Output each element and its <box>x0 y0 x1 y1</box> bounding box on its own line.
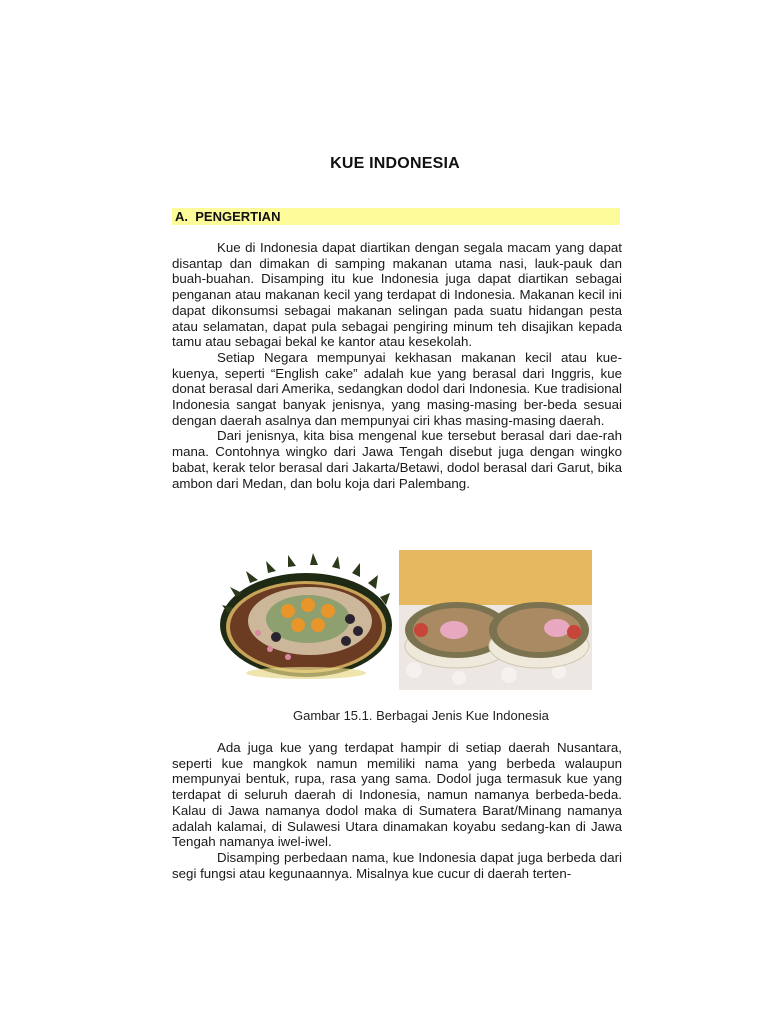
body-text-bottom <box>172 740 622 881</box>
page-title: KUE INDONESIA <box>330 155 460 172</box>
paragraph: Kue di Indonesia dapat diartikan dengan segala macam yang dapat disantap dan dimakan di samping makanan utama nasi, lauk-pauk dan buah-buahan. Disamping itu kue Indonesia juga dapat diartikan sebagai penganan atau makanan kecil yang terdapat di Indonesia. Makanan kecil ini dapat dikonsumsi sebagai makanan selingan pada suatu hidangan pesta atau selamatan, dapat pula sebagai pengiring minum teh disajikan kepada tamu atau sebagai bekal ke kantor atau kesekolah. <box>172 240 622 350</box>
paragraph: Setiap Negara mempunyai kekhasan makanan kecil atau kue-kuenya, seperti “English cake” adalah kue yang berasal dari Inggris, kue donat berasal dari Amerika, sedangkan dodol dari Indonesia. Kue tradisional Indonesia sangat banyak jenisnya, yang masing-masing ber-beda sesuai dengan daerah asalnya dan mempunyai ciri khas masing-masing daerah. <box>172 349 622 428</box>
figure-image-tray <box>218 553 393 685</box>
figure-caption: Gambar 15.1. Berbagai Jenis Kue Indonesia <box>293 708 549 723</box>
section-heading: A. PENGERTIAN <box>175 209 281 224</box>
paragraph: Disamping perbedaan nama, kue Indonesia dapat juga berbeda dari segi fungsi atau kegunaannya. Misalnya kue cucur di daerah terten- <box>172 849 622 881</box>
body-text-top <box>172 240 622 491</box>
figure-image-baskets <box>399 550 592 690</box>
paragraph: Ada juga kue yang terdapat hampir di setiap daerah Nusantara, seperti kue mangkok namun memiliki nama yang berbeda walaupun mempunyai bentuk, rupa, rasa yang sama. Dodol juga termasuk kue yang terdapat di seluruh daerah di Indonesia, namun namanya berbeda-beda. Kalau di Jawa namanya dodol maka di Sumatera Barat/Minang namanya adalah kalamai, di Sulawesi Utara dinamakan koyabu sedang-kan di Jawa Tengah namanya iwel-iwel. <box>172 740 622 850</box>
paragraph: Dari jenisnya, kita bisa mengenal kue tersebut berasal dari dae-rah mana. Contohnya wingko dari Jawa Tengah disebut juga dengan wingko babat, kerak telor berasal dari Jakarta/Betawi, dodol berasal dari Garut, bika ambon dari Medan, dan bolu koja dari Palembang. <box>172 428 622 491</box>
